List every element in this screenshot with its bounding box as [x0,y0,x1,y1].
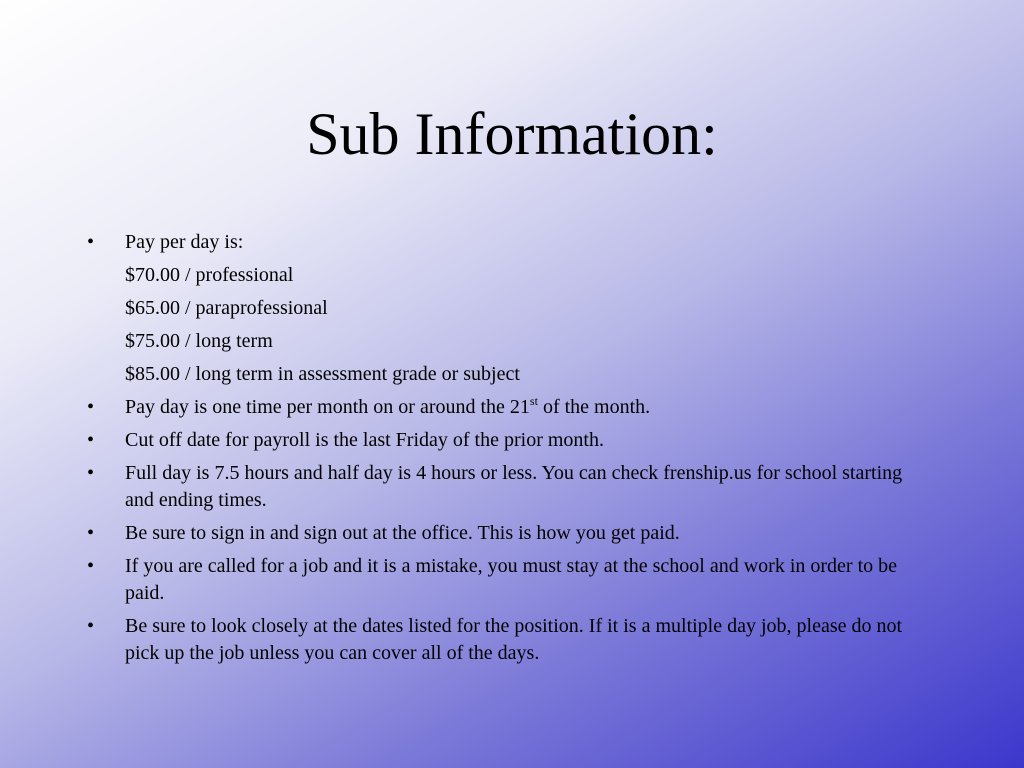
list-item-text: Cut off date for payroll is the last Friday of the prior month. [125,429,604,451]
ordinal-superscript: st [529,394,538,408]
list-item-text: $70.00 / professional [125,264,294,286]
bullet-icon: • [87,462,95,484]
bullet-icon: • [87,555,95,577]
list-item-sign-in [87,520,927,547]
list-item-pay-day [87,394,927,421]
bullet-icon: • [87,522,95,544]
list-item-cut-off-date [87,427,927,454]
text-after: of the month. [537,396,651,418]
bullet-icon: • [87,429,95,451]
list-item-text: If you are called for a job and it is a mistake, you must stay at the school and work in order to be paid. [125,555,898,604]
bullet-icon: • [87,396,95,418]
list-item-rate-paraprofessional [87,295,927,322]
bullet-list [87,229,927,673]
list-item-dates [87,613,927,667]
list-item-mistake [87,553,927,607]
list-item-text: $85.00 / long term in assessment grade or subject [125,363,520,385]
list-item-text: Be sure to sign in and sign out at the office. This is how you get paid. [125,522,680,544]
list-item-full-day [87,460,927,514]
list-item-text: $75.00 / long term [125,330,273,352]
bullet-icon: • [87,231,95,253]
list-item-text: $65.00 / paraprofessional [125,297,328,319]
list-item-text: Full day is 7.5 hours and half day is 4 hours or less. You can check frenship.us for school starting and ending times. [125,462,903,511]
list-item-pay-per-day [87,229,927,256]
list-item-text: Pay per day is: [125,231,244,253]
list-item-rate-long-term [87,328,927,355]
slide-title: Sub Information: [306,101,718,167]
list-item-text [125,394,927,421]
text-before: Pay day is one time per month on or around the 21 [125,396,530,418]
list-item-rate-assessment [87,361,927,388]
bullet-icon: • [87,615,95,637]
list-item-rate-professional [87,262,927,289]
list-item-text: Be sure to look closely at the dates listed for the position. If it is a multiple day job, please do not pick up the job unless you can cover all of the days. [125,615,903,664]
